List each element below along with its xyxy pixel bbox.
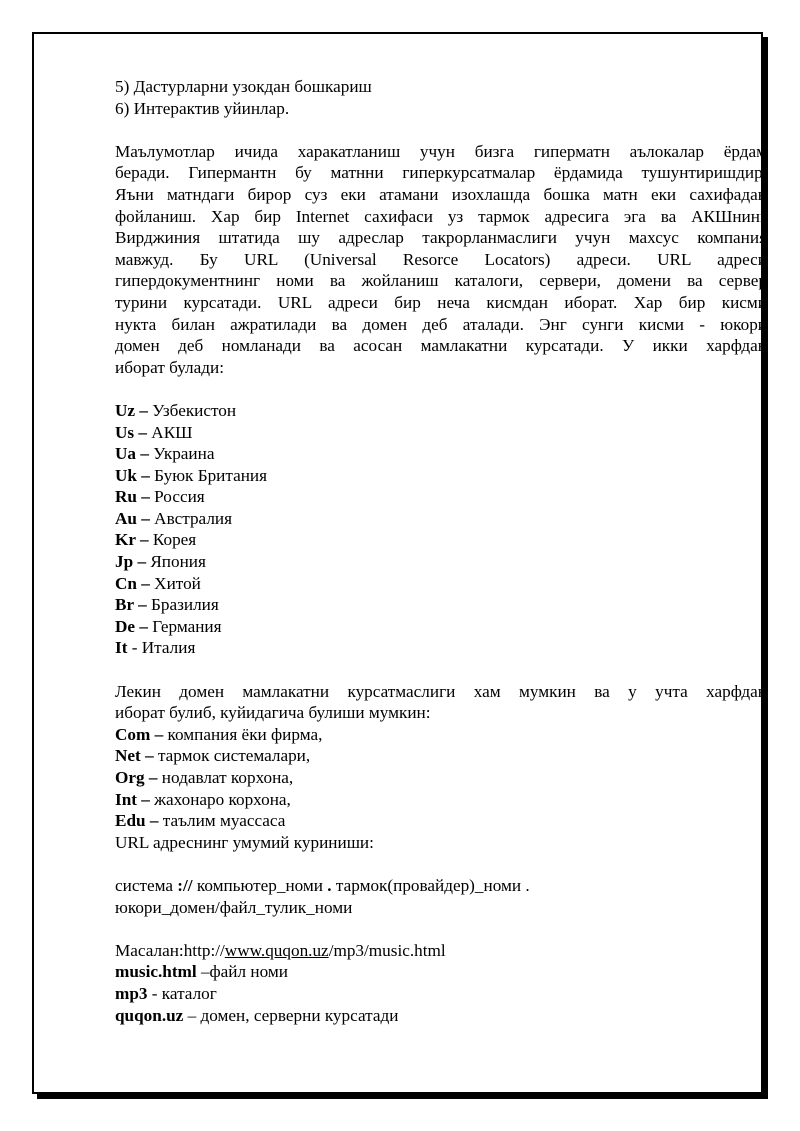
url-part: система	[115, 875, 178, 895]
list-item	[115, 551, 767, 573]
country-name: Италия	[141, 638, 196, 658]
domain-description: нодавлат корхона,	[161, 768, 294, 787]
country-name: Узбекистон	[152, 400, 237, 420]
domain-code: Int	[115, 789, 137, 809]
url-format-line	[115, 875, 767, 897]
domain-description: тармок системалари,	[157, 746, 311, 766]
separator: –	[133, 552, 151, 572]
domain-code: Edu	[115, 811, 146, 831]
example-term: music.html	[115, 962, 197, 982]
url-format	[115, 875, 767, 918]
country-name: Буюк Британия	[154, 465, 268, 485]
paragraph-line: Вирджиния штатида шу адреслар такрорланмаслиги учун махсус компания	[115, 228, 767, 248]
domain-code: Kr	[115, 530, 136, 550]
separator: –	[136, 573, 155, 593]
country-name: Япония	[150, 552, 206, 572]
list-item	[115, 767, 767, 789]
domain-code: De	[115, 616, 136, 636]
paragraph-hypertext	[115, 141, 767, 379]
spacer	[115, 853, 767, 875]
list-item	[115, 789, 767, 811]
domain-description: жахонаро корхона,	[154, 789, 291, 809]
country-domain-list	[115, 400, 767, 659]
separator: –	[144, 768, 162, 787]
example-term: quqon.uz	[115, 1005, 184, 1025]
domain-code: It	[115, 638, 128, 658]
domain-code: Jp	[115, 552, 134, 572]
list-item	[115, 961, 767, 983]
list-item: 6) Интерактив уйинлар.	[115, 98, 290, 118]
separator: –	[133, 595, 151, 615]
country-name: Бразилия	[150, 595, 219, 615]
list-item	[115, 1005, 767, 1027]
url-separator: .	[327, 875, 332, 895]
list-item	[115, 983, 767, 1005]
spacer	[115, 119, 767, 141]
country-name: АКШ	[151, 422, 193, 442]
paragraph-line: нукта билан ажратилади ва домен деб аталади. Энг сунги кисми - юкори	[115, 314, 767, 334]
domain-code: Net	[115, 746, 141, 766]
generic-domain-list	[115, 724, 767, 832]
country-name: Хитой	[154, 573, 201, 593]
spacer	[115, 659, 767, 681]
country-name: Корея	[152, 530, 197, 550]
domain-code: Ua	[115, 444, 137, 464]
domain-code: Org	[115, 768, 145, 787]
list-item	[115, 529, 767, 551]
list-item	[115, 745, 767, 767]
domain-code: Uz	[115, 400, 136, 420]
paragraph-line: иборат булиб, куйидагича булиши мумкин:	[115, 703, 431, 723]
paragraph-domains	[115, 681, 767, 724]
example-description: – домен, серверни курсатади	[183, 1005, 399, 1025]
separator: –	[136, 444, 154, 464]
country-name: Россия	[154, 487, 205, 507]
separator: –	[145, 811, 163, 831]
domain-code: Com	[115, 724, 151, 744]
separator: –	[136, 487, 155, 507]
paragraph-line: Яъни матндаги бирор суз еки атамани изохлашда бошка матн еки сахифадан	[115, 184, 767, 204]
paragraph-line: Маълумотлар ичида харакатланиш учун бизга гиперматн аълокалар ёрдам	[115, 141, 767, 161]
country-name: Украина	[153, 444, 215, 464]
example-suffix: /mp3/music.html	[328, 940, 446, 960]
document-body	[115, 76, 767, 1026]
example-description: –файл номи	[196, 962, 288, 982]
separator: –	[135, 616, 153, 636]
example-term: mp3	[115, 983, 148, 1003]
domain-code: Br	[115, 595, 134, 615]
separator: –	[140, 746, 158, 766]
domain-code: Ru	[115, 487, 137, 507]
list-item	[115, 443, 767, 465]
paragraph-line: иборат булади:	[115, 357, 224, 377]
domain-description: таълим муассаса	[162, 811, 286, 831]
spacer	[115, 378, 767, 400]
url-format-line: юкори_домен/файл_тулик_номи	[115, 897, 353, 917]
url-part: тармок(провайдер)_номи .	[331, 875, 530, 895]
list-item	[115, 810, 767, 832]
domain-code: Uk	[115, 465, 137, 485]
separator: –	[136, 789, 155, 809]
url-general-label: URL адреснинг умумий куриниши:	[115, 832, 374, 852]
list-item	[115, 422, 767, 444]
spacer	[115, 918, 767, 940]
country-name: Германия	[152, 616, 222, 636]
separator: –	[150, 724, 168, 744]
list-item	[115, 508, 767, 530]
list-item	[115, 616, 767, 638]
domain-code: Au	[115, 508, 137, 528]
example-link[interactable]: www.quqon.uz	[224, 940, 329, 960]
paragraph-line: беради. Гипермантн бу матнни гиперкурсатмалар ёрдамида тушунтиришдир.	[115, 163, 767, 183]
example-description: - каталог	[147, 983, 217, 1003]
list-item	[115, 573, 767, 595]
list-item	[115, 465, 767, 487]
list-item	[115, 724, 767, 746]
paragraph-line: фойланиш. Хар бир Internet сахифаси уз тармок адресига эга ва АКШнинг	[115, 206, 767, 226]
domain-description: компания ёки фирма,	[167, 724, 323, 744]
list-item	[115, 594, 767, 616]
domain-code: Cn	[115, 573, 137, 593]
paragraph-line: Лекин домен мамлакатни курсатмаслиги хам мумкин ва у учта харфдан	[115, 681, 767, 701]
paragraph-line: домен деб номланади ва асосан мамлакатни курсатади. У икки харфдан	[115, 336, 767, 356]
example-prefix: Масалан:http://	[115, 940, 225, 960]
example-parts	[115, 961, 767, 1026]
separator: -	[127, 638, 142, 658]
country-name: Австралия	[154, 508, 233, 528]
separator: –	[134, 422, 152, 442]
separator: –	[135, 400, 153, 420]
list-item	[115, 486, 767, 508]
domain-code: Us	[115, 422, 135, 442]
url-part: компьютер_номи	[192, 875, 328, 895]
list-item: 5) Дастурларни узокдан бошкариш	[115, 77, 372, 96]
separator: –	[136, 465, 155, 485]
list-item	[115, 637, 767, 659]
list-item	[115, 400, 767, 422]
paragraph-line: гипердокументнинг номи ва жойланиш каталоги, сервери, домени ва сервер	[115, 271, 767, 291]
paragraph-line: турини курсатади. URL адреси бир неча кисмдан иборат. Хар бир кисми	[115, 292, 767, 312]
example-url	[115, 940, 767, 962]
url-separator: ://	[177, 875, 193, 895]
paragraph-line: мавжуд. Бу URL (Universal Resorce Locators) адреси. URL адреси	[115, 249, 767, 269]
separator: –	[135, 530, 153, 550]
separator: –	[136, 508, 155, 528]
